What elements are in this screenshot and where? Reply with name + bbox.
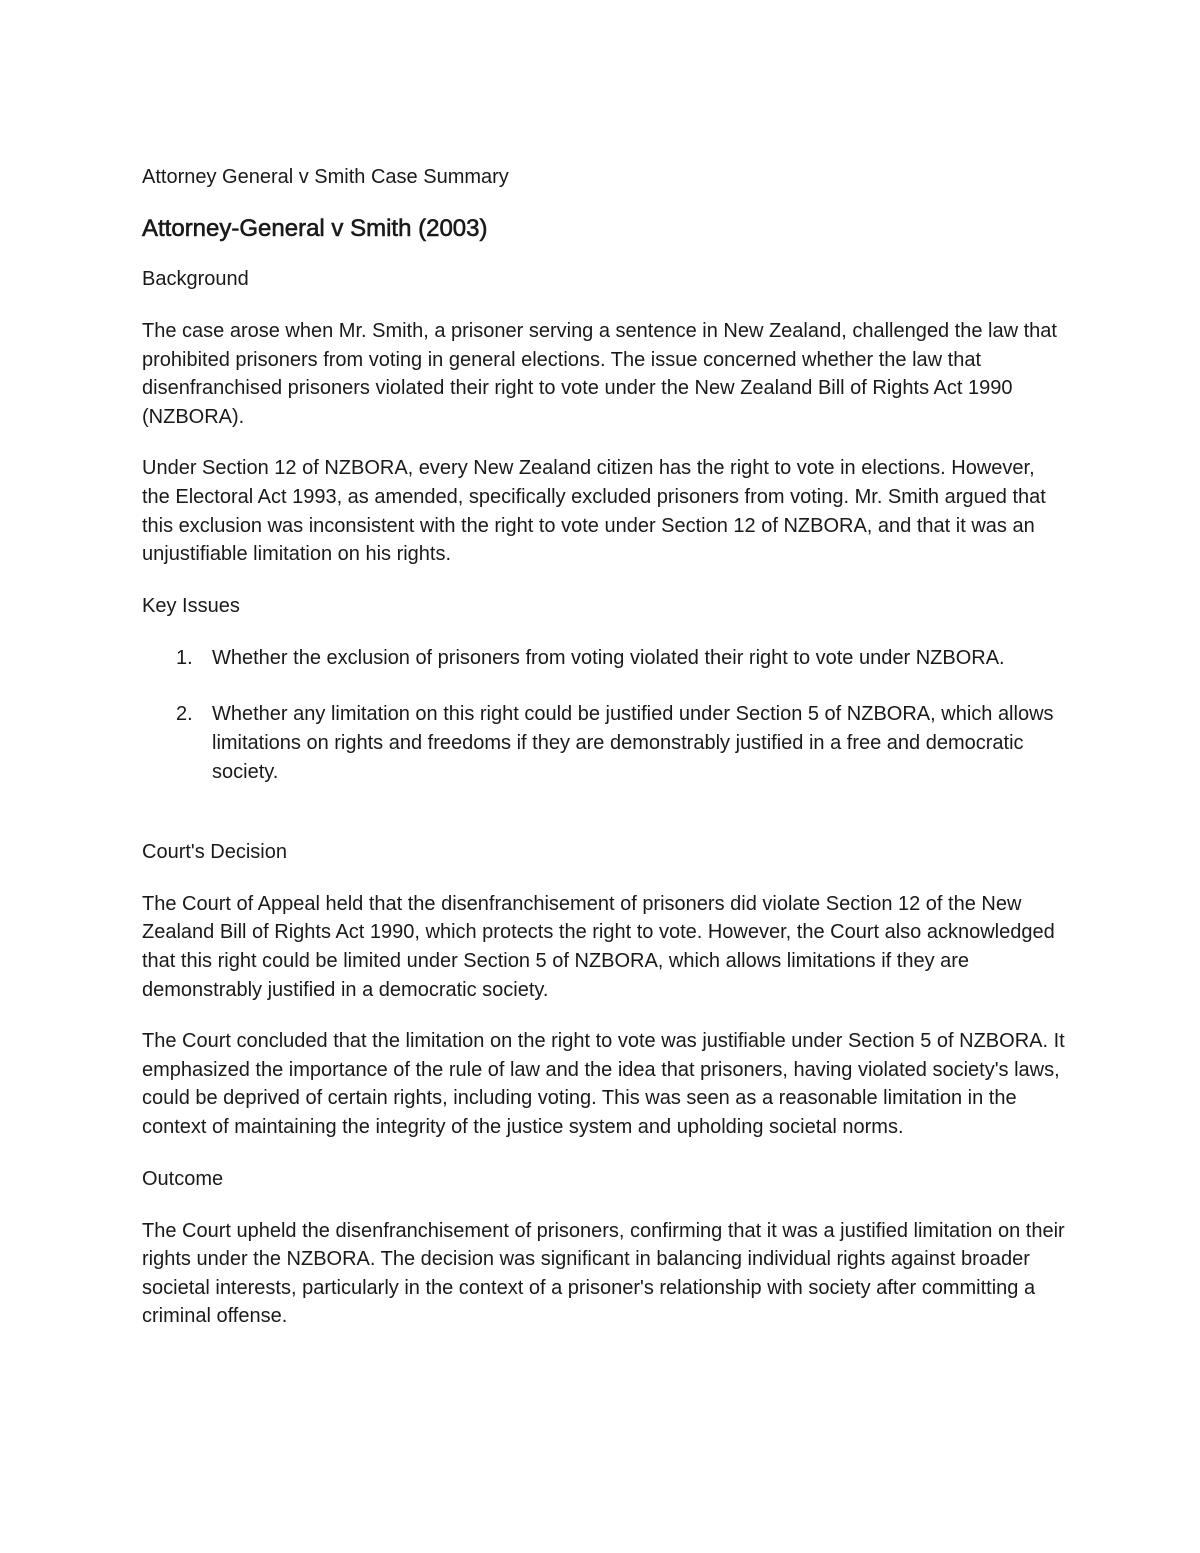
paragraph: The case arose when Mr. Smith, a prisoner serving a sentence in New Zealand, challenged the law that prohibited prisoners from voting in general elections. The issue concerned whether the law that disenfranchised prisoners violated their right to vote under the New Zealand Bill of Rights Act 1990 (NZBORA).	[142, 320, 1057, 428]
document-title: Attorney General v Smith Case Summary	[142, 166, 509, 188]
section-label-outcome: Outcome	[142, 1167, 224, 1190]
list-item	[142, 644, 1067, 673]
paragraph: The Court upheld the disenfranchisement of prisoners, confirming that it was a justified limitation on their rights under the NZBORA. The decision was significant in balancing individual rights against broader societal interests, particularly in the context of a prisoner's relationship with society after committing a criminal offense.	[142, 1219, 1065, 1328]
list-item	[142, 700, 1067, 787]
case-heading: Attorney-General v Smith (2003)	[142, 215, 488, 242]
section-label-decision: Court's Decision	[142, 840, 287, 863]
paragraph: The Court concluded that the limitation on the right to vote was justifiable under Section 5 of NZBORA. It emphasized the importance of the rule of law and the idea that prisoners, having violated society's laws, could be deprived of certain rights, including voting. This was seen as a reasonable limitation in the context of maintaining the integrity of the justice system and upholding societal norms.	[142, 1030, 1065, 1138]
section-label-key-issues: Key Issues	[142, 594, 240, 617]
list-item-text: Whether any limitation on this right could be justified under Section 5 of NZBORA, which allows limitations on rights and freedoms if they are demonstrably justified in a free and democratic society.	[212, 702, 1054, 783]
section-label-background: Background	[142, 268, 249, 290]
list-item-text: Whether the exclusion of prisoners from voting violated their right to vote under NZBORA.	[212, 646, 1005, 669]
paragraph: Under Section 12 of NZBORA, every New Zealand citizen has the right to vote in elections. However, the Electoral Act 1993, as amended, specifically excluded prisoners from voting. Mr. Smith argued that this exclusion was inconsistent with the right to vote under Section 12 of NZBORA, and that it was an unjustifiable limitation on his rights.	[142, 457, 1046, 566]
list-item-number: 1.	[176, 646, 193, 669]
list-item-number: 2.	[176, 702, 193, 725]
spacer	[142, 814, 1067, 838]
paragraph: The Court of Appeal held that the disenfranchisement of prisoners did violate Section 12 of the New Zealand Bill of Rights Act 1990, which protects the right to vote. However, the Court also acknowledged that this right could be limited under Section 5 of NZBORA, which allows limitations if they are demonstrably justified in a democratic society.	[142, 892, 1055, 1001]
key-issues-list	[142, 644, 1067, 787]
document-page	[142, 163, 1067, 1354]
